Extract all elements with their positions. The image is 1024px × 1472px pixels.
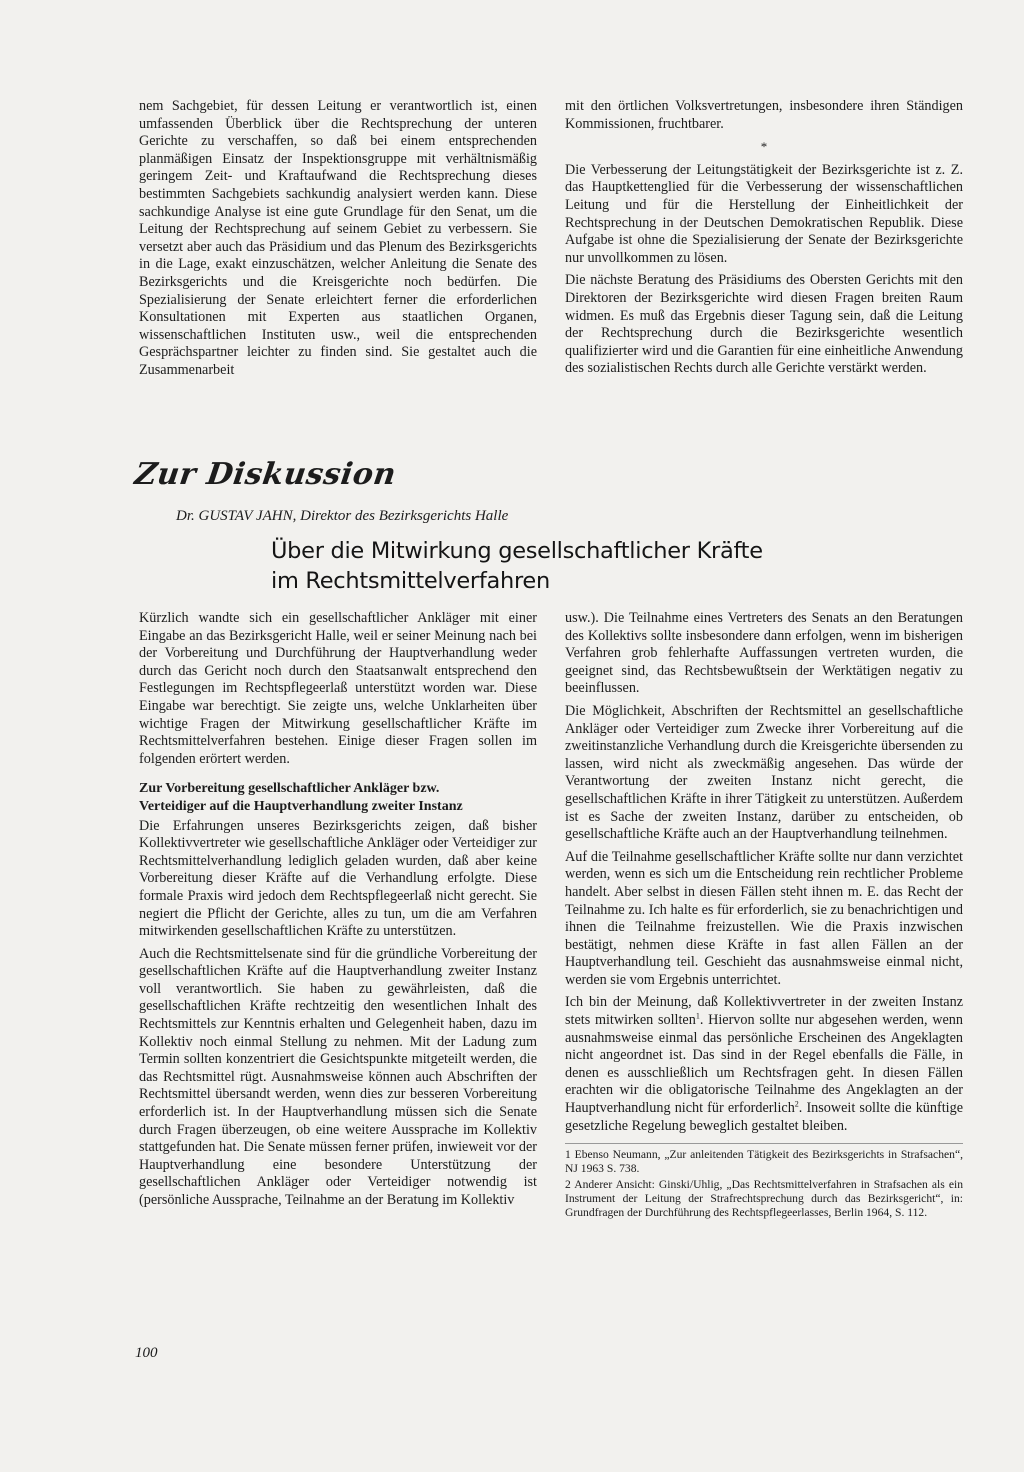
body-paragraph: nem Sachgebiet, für dessen Leitung er verantwortlich ist, einen umfassenden Überblick über die Rechtsprechung der unteren Gerichte zu verschaffen, so daß bei einem entsprechenden planmäßigen Einsatz der Inspektionsgruppe mit verhältnismäßig geringem Zeit- und Kraftaufwand die Rechtsprechung dieses bestimmten Sachgebiets sachkundig analysiert werden kann. Diese sachkundige Analyse ist eine gute Grundlage für den Senat, um die Leitung der Rechtsprechung auf seinem Gebiet zu verbessern. Sie versetzt aber auch das Präsidium und das Plenum des Bezirksgerichts in die Lage, exakt einzuschätzen, welcher Anleitung die Senate des Bezirksgerichts und die Kreisgerichte noch bedürfen. Die Spezialisierung der Senate erleichtert ferner die erforderlichen Konsultationen mit Experten aus staatlichen Organen, wissenschaftlichen Instituten usw., weil die entsprechenden Gesprächspartner leichter zu finden sind. Sie gestaltet auch die Zusammenarbeit <box>139 98 537 378</box>
article-title <box>271 536 831 596</box>
footnote-ref: 1 <box>695 1011 700 1021</box>
body-paragraph: Die Erfahrungen unseres Bezirksgerichts zeigen, daß bisher Kollektivvertreter wie gesellschaftliche Ankläger oder Verteidiger zur Rechtsmittelverhandlung lediglich geladen wurden, daß aber keine Vorbereitung dieser Kräfte auf die Verhandlung erfolgte. Diese formale Praxis wird jedoch dem Rechtspflegeerlaß nicht gerecht. Sie negiert die Pflicht der Gerichte, alles zu tun, um die am Verfahren mitwirkenden gesellschaftlichen Kräfte zu unterstützen. <box>139 817 537 940</box>
author-line: Dr. GUSTAV JAHN, Direktor des Bezirksgerichts Halle <box>176 508 509 524</box>
footnote: 2 Anderer Ansicht: Ginski/Uhlig, „Das Rechtsmittelverfahren in Strafsachen als ein Instrument der Leitung der Strafrechtsprechung durch das Bezirksgericht“, in: Grundfragen der Durchführung des Rechtspflegeerlasses, Berlin 1964, S. 112. <box>565 1178 963 1219</box>
article-title-line: im Rechtsmittelverfahren <box>271 568 550 594</box>
subheading-line: Zur Vorbereitung gesellschaftlicher Ankläger bzw. <box>139 781 440 797</box>
subheading <box>139 780 537 815</box>
body-paragraph: Kürzlich wandte sich ein gesellschaftlicher Ankläger mit einer Eingabe an das Bezirksgericht Halle, weil er seiner Meinung nach bei der Vorbereitung und Durchführung der Hauptverhandlung weder durch das Gericht noch durch den Staatsanwalt entsprechend den Festlegungen im Rechtspflegeerlaß unterstützt worden war. Diese Eingabe war berechtigt. Sie zeigte uns, welche Unklarheiten über wichtige Fragen der Mitwirkung gesellschaftlicher Kräfte im Rechtsmittelverfahren bestehen. Einige dieser Fragen sollen im folgenden erörtert werden. <box>139 610 537 767</box>
bottom-left-column <box>139 610 537 1215</box>
body-paragraph: Auf die Teilnahme gesellschaftlicher Kräfte sollte nur dann verzichtet werden, wenn es sich um die Entscheidung rein rechtlicher Probleme handelt. Aber selbst in diesen Fällen steht ihnen m. E. das Recht der Teilnahme zu. Ich halte es für erforderlich, sie zu benachrichtigen und ihnen die Teilnahme freizustellen. Wie die Praxis inzwischen bestätigt, nehmen diese Kräfte in fast allen Fällen an der Hauptverhandlung teil. Geschieht das ausnahmsweise einmal nicht, werden sie vom Ergebnis unterrichtet. <box>565 848 963 988</box>
body-paragraph: Die Möglichkeit, Abschriften der Rechtsmittel an gesellschaftliche Ankläger oder Verteidiger zum Zwecke ihrer Vorbereitung auf die zweitinstanzliche Verhandlung durch die Kreisgerichte übersenden zu lassen, wird nicht als zweckmäßig angesehen. Das würde der Verantwortung der zweiten Instanz nicht gerecht, die gesellschaftlichen Kräfte in ihrer Tätigkeit zu unterstützen. Außerdem ist es Sache der zweiten Instanz, darüber zu entscheiden, ob gesellschaftliche Kräfte auch an der Hauptverhandlung teilnehmen. <box>565 702 963 843</box>
section-separator: * <box>760 139 768 155</box>
footnote: 1 Ebenso Neumann, „Zur anleitenden Tätigkeit des Bezirksgerichts in Strafsachen“, NJ 1963 S. 738. <box>565 1148 963 1175</box>
body-paragraph: Auch die Rechtsmittelsenate sind für die gründliche Vorbereitung der gesellschaftlichen Kräfte auf die Hauptverhandlung zweiter Instanz voll verantwortlich. Sie haben zu gewährleisten, daß die gesellschaftlichen Kräfte rechtzeitig den wesentlichen Inhalt des Rechtsmittels zur Kenntnis erhalten und Gelegenheit haben, dazu im Kollektiv noch einmal Stellung zu nehmen. Mit der Ladung zum Termin sollten konzentriert die Gesichtspunkte mitgeteilt werden, die das Rechtsmittel rügt. Ausnahmsweise können auch Abschriften der Rechtsmittel übersandt werden, wenn dies zur besseren Vorbereitung erforderlich ist. In der Hauptverhandlung müssen sich die Senate durch Fragen überzeugen, ob eine weitere Aussprache im Kollektiv stattgefunden hat. Die Senate müssen ferner prüfen, inwieweit vor der Hauptverhandlung eine besondere Unterstützung der gesellschaftlichen Ankläger oder Verteidiger notwendig ist (persönliche Aussprache, Teilnahme an der Beratung im Kollektiv <box>139 945 537 1208</box>
body-paragraph: usw.). Die Teilnahme eines Vertreters des Senats an den Beratungen des Kollektivs sollte insbesondere dann erfolgen, wenn im bisherigen Verfahren grob fehlerhafte Auffassungen vertreten wurden, die geeignet sind, das Rechtsbewußtsein der Werktätigen negativ zu beeinflussen. <box>565 610 963 697</box>
top-right-column <box>565 98 963 383</box>
section-heading: Zur Diskussion <box>132 457 399 492</box>
text-run: Ich bin der Meinung, daß Kollektivvertreter in der zweiten Instanz stets mitwirken sollten <box>565 994 963 1029</box>
footnote-ref: 2 <box>794 1099 799 1109</box>
body-paragraph: mit den örtlichen Volksvertretungen, insbesondere ihren Ständigen Kommissionen, fruchtbarer. <box>565 98 963 132</box>
subheading-line: Verteidiger auf die Hauptverhandlung zweiter Instanz <box>139 798 463 814</box>
body-paragraph <box>565 994 963 1135</box>
text-run: . Hiervon sollte nur abgesehen werden, wenn ausnahmsweise einmal das persönliche Erscheinen des Angeklagten nicht angeordnet ist. Das sind in der Regel ebenfalls die Fälle, in denen es ausschließlich um Rechtsfragen geht. In diesen Fällen erachten wir die obligatorische Teilnahme des Angeklagten an der Hauptverhandlung nicht für erforderlich <box>565 1012 963 1117</box>
body-paragraph: Die Verbesserung der Leitungstätigkeit der Bezirksgerichte ist z. Z. das Hauptkettenglied für die Verbesserung der wissenschaftlichen Leitung und für die Herstellung der Einheitlichkeit der Rechtsprechung in der Deutschen Demokratischen Republik. Diese Aufgabe ist ohne die Spezialisierung der Senate der Bezirksgerichte nur unvollkommen zu lösen. <box>565 161 963 266</box>
text-run: . Insoweit sollte die künftige gesetzliche Regelung beweglich gestaltet bleiben. <box>565 1100 963 1134</box>
article-title-line: Über die Mitwirkung gesellschaftlicher Kräfte <box>271 538 763 564</box>
body-paragraph: Die nächste Beratung des Präsidiums des Obersten Gerichts mit den Direktoren der Bezirksgerichte wird diesen Fragen breiten Raum widmen. Es muß das Ergebnis dieser Tagung sein, daß die Leitung der Rechtsprechung durch die Bezirksgerichte wesentlich qualifizierter wird und die Garantien für eine einheitliche Anwendung des sozialistischen Rechts durch alle Gerichte verstärkt werden. <box>565 272 963 377</box>
bottom-right-column <box>565 610 963 1222</box>
top-left-column <box>139 98 537 385</box>
page-number: 100 <box>135 1345 158 1361</box>
footnotes <box>565 1143 963 1219</box>
